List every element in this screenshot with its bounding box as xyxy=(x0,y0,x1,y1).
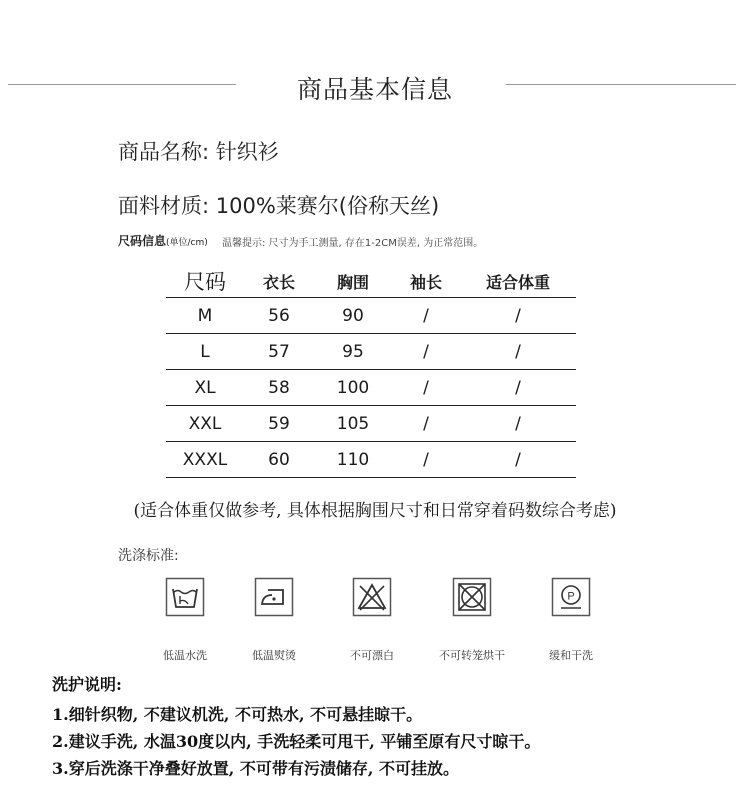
table-row xyxy=(166,442,576,478)
cell-length: 56 xyxy=(244,298,314,334)
product-name: 商品名称: 针织衫 xyxy=(118,140,279,164)
size-info-label xyxy=(118,232,208,249)
cell-size: XXL xyxy=(166,406,244,442)
tumble-dry-label: 不可转笼烘干 xyxy=(439,649,505,662)
size-info-tip: 温馨提示: 尺寸为手工测量, 存在1-2CM误差, 为正常范围。 xyxy=(222,238,484,249)
cell-sleeve: / xyxy=(392,442,460,478)
no-tumble-dry-icon xyxy=(452,577,492,617)
bleach-label: 不可漂白 xyxy=(350,649,394,662)
size-table-header-row xyxy=(166,265,576,298)
cell-size: L xyxy=(166,334,244,370)
table-row xyxy=(166,406,576,442)
cell-length: 57 xyxy=(244,334,314,370)
table-row xyxy=(166,298,576,334)
header-weight: 适合体重 xyxy=(460,265,576,298)
cell-sleeve: / xyxy=(392,406,460,442)
table-row xyxy=(166,370,576,406)
cell-chest: 110 xyxy=(314,442,392,478)
iron-label: 低温熨烫 xyxy=(252,649,296,662)
page-title: 商品基本信息 xyxy=(296,75,453,104)
no-bleach-icon xyxy=(352,577,392,617)
gentle-dry-clean-icon xyxy=(551,577,591,617)
cell-weight: / xyxy=(460,370,576,406)
cell-chest: 105 xyxy=(314,406,392,442)
weight-note: (适合体重仅做参考, 具体根据胸围尺寸和日常穿着码数综合考虑) xyxy=(133,501,617,521)
cell-length: 58 xyxy=(244,370,314,406)
cell-weight: / xyxy=(460,406,576,442)
cell-size: XXXL xyxy=(166,442,244,478)
care-line-1: 1.细针织物, 不建议机洗, 不可热水, 不可悬挂晾干。 xyxy=(52,705,423,724)
cell-sleeve: / xyxy=(392,298,460,334)
cell-weight: / xyxy=(460,298,576,334)
dry-clean-label: 缓和干洗 xyxy=(549,649,593,662)
washing-title: 洗涤标准: xyxy=(118,548,179,564)
cell-chest: 90 xyxy=(314,298,392,334)
cell-size: XL xyxy=(166,370,244,406)
low-temp-wash-icon xyxy=(165,577,205,617)
fabric-material: 面料材质: 100%莱赛尔(俗称天丝) xyxy=(118,194,440,218)
care-line-2: 2.建议手洗, 水温30度以内, 手洗轻柔可甩干, 平铺至原有尺寸晾干。 xyxy=(52,732,541,751)
header-size: 尺码 xyxy=(166,265,244,298)
wash-label: 低温水洗 xyxy=(163,649,207,662)
cell-sleeve: / xyxy=(392,334,460,370)
svg-text:P: P xyxy=(567,590,575,603)
size-info-title: 尺码信息 xyxy=(118,234,167,248)
cell-sleeve: / xyxy=(392,370,460,406)
header-sleeve: 袖长 xyxy=(392,265,460,298)
cell-length: 60 xyxy=(244,442,314,478)
care-title: 洗护说明: xyxy=(52,675,122,694)
size-info-unit: (单位/cm) xyxy=(166,238,208,248)
title-rule-right xyxy=(506,84,736,85)
cell-chest: 100 xyxy=(314,370,392,406)
cell-weight: / xyxy=(460,442,576,478)
header-length: 衣长 xyxy=(244,265,314,298)
care-line-3: 3.穿后洗涤干净叠好放置, 不可带有污渍储存, 不可挂放。 xyxy=(52,759,459,778)
cell-chest: 95 xyxy=(314,334,392,370)
header-chest: 胸围 xyxy=(314,265,392,298)
cell-size: M xyxy=(166,298,244,334)
size-table xyxy=(166,265,576,478)
cell-length: 59 xyxy=(244,406,314,442)
low-temp-iron-icon xyxy=(254,577,294,617)
cell-weight: / xyxy=(460,334,576,370)
table-row xyxy=(166,334,576,370)
